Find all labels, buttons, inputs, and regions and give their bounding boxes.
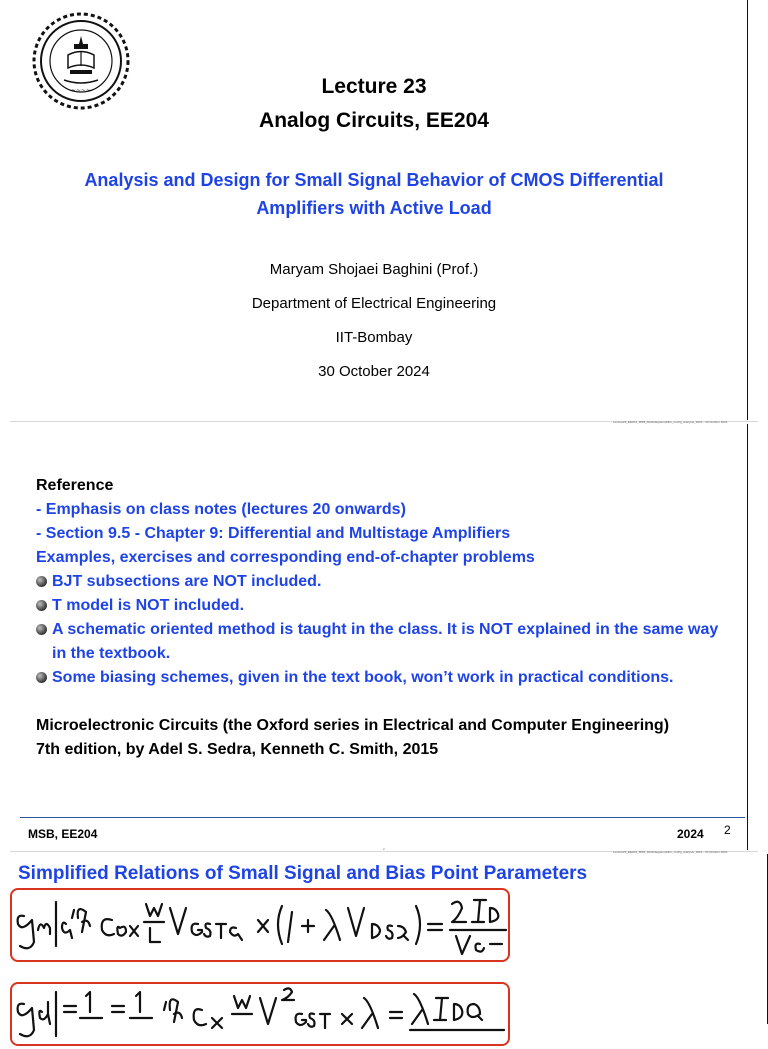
footer-author: MSB, EE204 xyxy=(28,827,98,841)
lecture-date: 30 October 2024 xyxy=(318,363,430,380)
footer-rule xyxy=(20,817,745,818)
bullet-item xyxy=(36,594,736,618)
sphere-bullet-icon xyxy=(36,672,47,683)
title-slide xyxy=(0,0,768,420)
institute-name: IIT-Bombay xyxy=(335,329,413,346)
handwritten-gds-equation xyxy=(12,984,508,1044)
author-name: Maryam Shojaei Baghini (Prof.) xyxy=(269,261,479,278)
textbook-edition: 7th edition, by Adel S. Sedra, Kenneth C. Smith, 2015 xyxy=(36,741,439,758)
department-name: Department of Electrical Engineering xyxy=(251,295,497,312)
textbook-block xyxy=(36,714,736,762)
reference-heading: Reference xyxy=(36,477,114,494)
file-caption: Lecture23_EE204_MSB_Multistageamplifier_config_analysis_2024 - 30 October 2024 xyxy=(613,420,728,424)
bullet-text: Some biasing schemes, given in the text book, won’t work in practical conditions. xyxy=(52,669,674,686)
file-caption: Lecture23_EE204_MSB_Multistageamplifier_config_analysis_2024 - 30 October 2024 xyxy=(613,850,728,854)
sphere-bullet-icon xyxy=(36,600,47,611)
footer-page-number: 2 xyxy=(724,823,731,837)
reference-slide xyxy=(0,424,768,850)
handwritten-gm-equation xyxy=(12,890,508,960)
svg-text:~~~~: ~~~~ xyxy=(70,87,92,94)
reference-line: - Emphasis on class notes (lectures 20 onwards) xyxy=(36,501,406,518)
bullet-item xyxy=(36,570,736,594)
lecture-number: Lecture 23 xyxy=(321,75,427,98)
reference-line: Examples, exercises and corresponding end-of-chapter problems xyxy=(36,549,535,566)
sphere-bullet-icon xyxy=(36,624,47,635)
slide-edge xyxy=(747,424,748,850)
equation-box-gds xyxy=(10,982,510,1046)
sphere-bullet-icon xyxy=(36,576,47,587)
slide-title: Simplified Relations of Small Signal and Bias Point Parameters xyxy=(18,863,588,884)
bullet-text: A schematic oriented method is taught in the class. It is NOT explained in the same way in the textbook. xyxy=(52,621,719,662)
equation-box-gm xyxy=(10,888,510,962)
reference-line: - Section 9.5 - Chapter 9: Differential and Multistage Amplifiers xyxy=(36,525,511,542)
textbook-title: Microelectronic Circuits (the Oxford series in Electrical and Computer Engineering) xyxy=(36,717,670,734)
bullet-item xyxy=(36,618,736,666)
relations-slide xyxy=(0,854,768,1024)
slide-edge xyxy=(747,0,748,420)
bullet-item xyxy=(36,666,736,690)
page-number: 2 xyxy=(383,847,385,851)
footer-year: 2024 xyxy=(677,827,704,841)
bullet-text: T model is NOT included. xyxy=(52,597,245,614)
bullet-text: BJT subsections are NOT included. xyxy=(52,573,322,590)
reference-block xyxy=(36,474,736,690)
course-title: Analog Circuits, EE204 xyxy=(259,109,489,132)
lecture-topic: Analysis and Design for Small Signal Behavior of CMOS Differential Amplifiers with Active Load xyxy=(84,170,664,218)
